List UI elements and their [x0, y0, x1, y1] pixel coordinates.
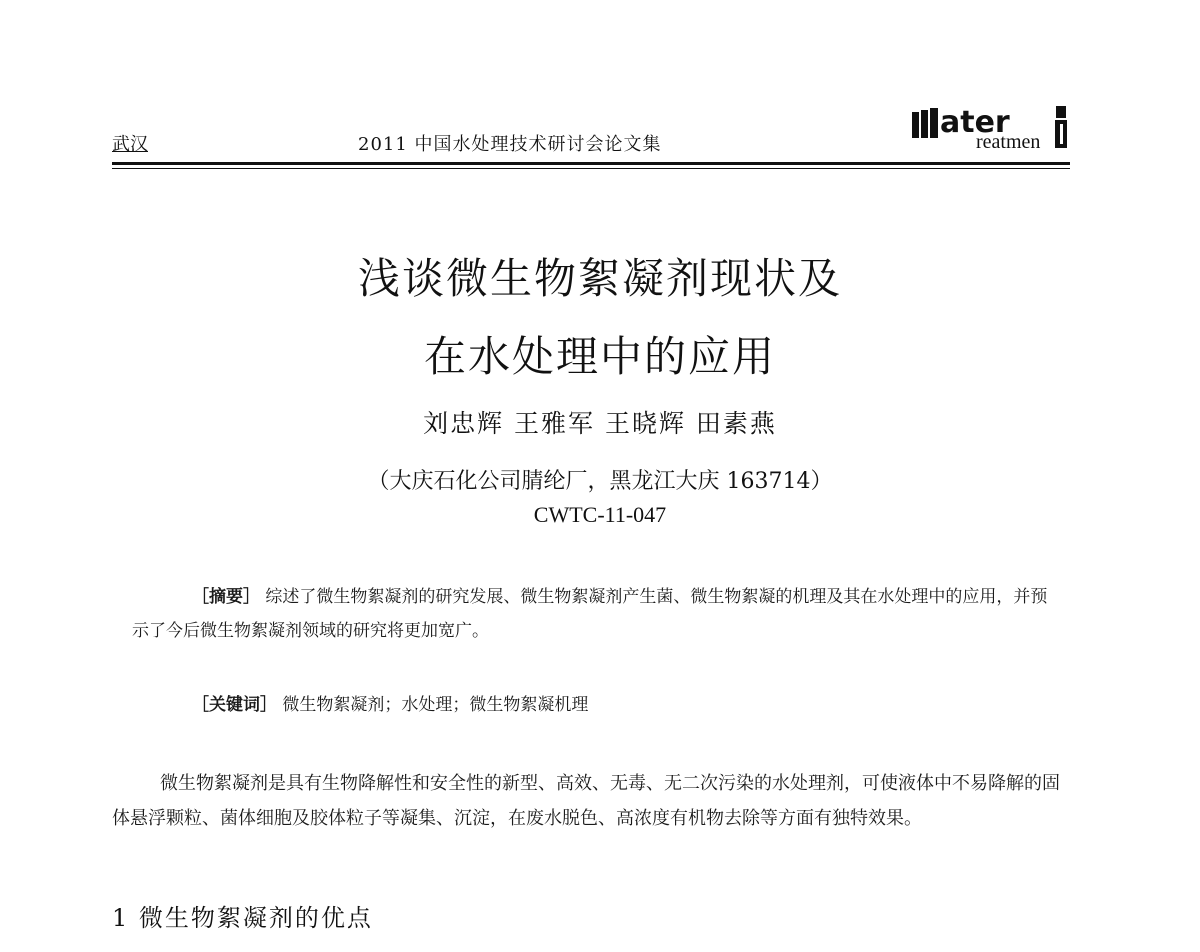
author-affiliation: （大庆石化公司腈纶厂，黑龙江大庆 163714）: [367, 469, 833, 494]
paper-code: CWTC-11-047: [533, 502, 667, 527]
author-list: 刘忠辉 王雅军 王晓辉 田素燕: [423, 409, 777, 438]
header-proceedings-title: 2011 中国水处理技术研讨会论文集: [358, 134, 662, 155]
keywords-label: ［关键词］: [192, 695, 277, 715]
water-treatment-logo: [912, 102, 1068, 152]
keywords: [192, 688, 1052, 722]
abstract-text: 综述了微生物絮凝剂的研究发展、微生物絮凝剂产生菌、微生物絮凝的机理及其在水处理中的应用，并预示了今后微生物絮凝剂领域的研究将更加宽广。: [132, 587, 1048, 641]
paper-title-line-2: 在水处理中的应用: [423, 332, 776, 381]
logo-text-treatment: reatmen: [976, 131, 1041, 152]
abstract-label: ［摘要］: [192, 587, 260, 607]
body-paragraph: 微生物絮凝剂是具有生物降解性和安全性的新型、高效、无毒、无二次污染的水处理剂，可使液体中不易降解的固体悬浮颗粒、菌体细胞及胶体粒子等凝集、沉淀，在废水脱色、高浓度有机物去除等方面有独特效果。: [112, 773, 1060, 829]
abstract: [132, 580, 1052, 648]
logo-text-water: ater: [940, 105, 1010, 140]
header-location: 武汉: [112, 134, 148, 155]
header-rule-thin: [112, 168, 1070, 169]
section-heading-1: 1 微生物絮凝剂的优点: [112, 904, 373, 932]
keywords-text: 微生物絮凝剂；水处理；微生物絮凝机理: [282, 695, 589, 715]
header-rule-thick: [112, 162, 1070, 165]
paper-title-line-1: 浅谈微生物絮凝剂现状及: [357, 254, 842, 303]
